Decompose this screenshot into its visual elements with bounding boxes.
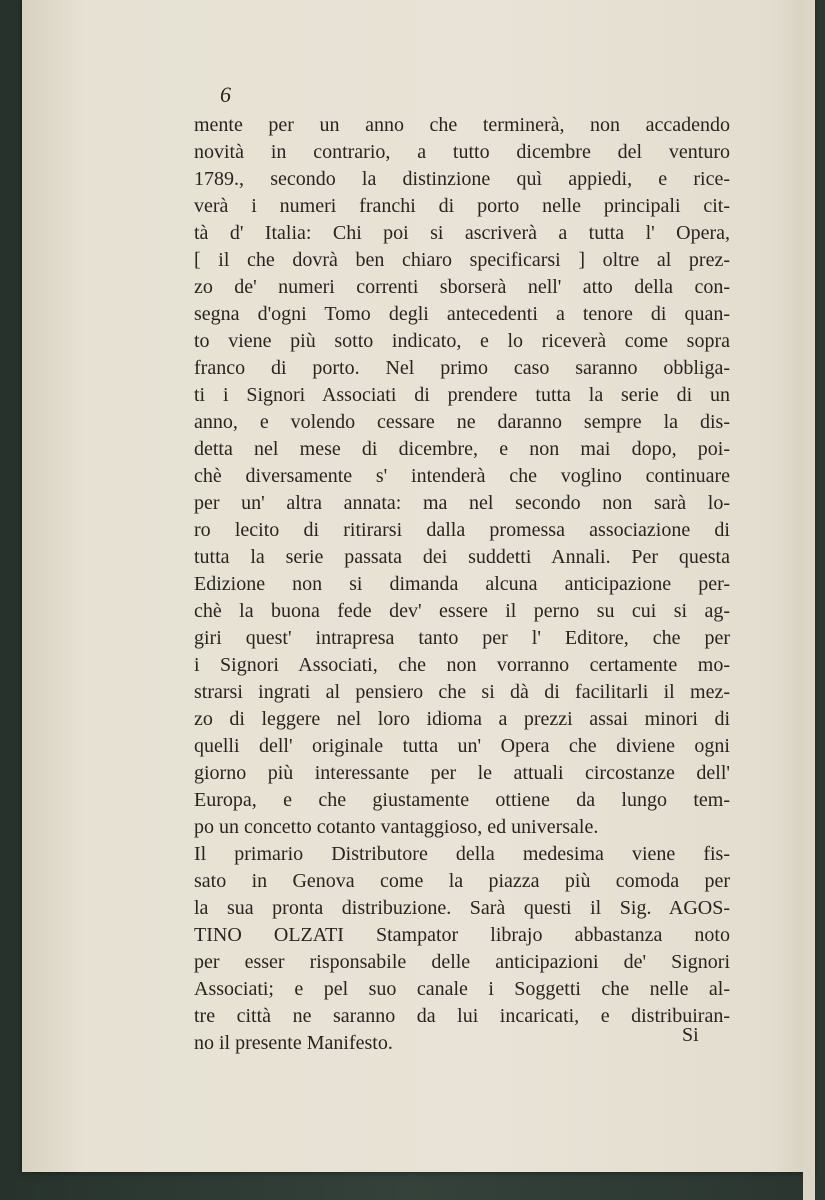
text-line: verà i numeri franchi di porto nelle principali cit- <box>194 195 730 217</box>
text-line: chè diversamente s' intenderà che voglino continuare <box>194 465 730 487</box>
text-line: [ il che dovrà ben chiaro specificarsi ] oltre al prez- <box>194 249 730 271</box>
text-line: strarsi ingrati al pensiero che si dà di facilitarli il mez- <box>194 681 730 703</box>
page-number: 6 <box>220 82 231 107</box>
page-edge-shadow <box>817 0 825 1200</box>
text-line: giri quest' intrapresa tanto per l' Editore, che per <box>194 627 730 649</box>
text-line: sato in Genova come la piazza più comoda per <box>194 870 730 892</box>
text-line: la sua pronta distribuzione. Sarà questi il Sig. AGOS- <box>194 897 730 919</box>
text-line: mente per un anno che terminerà, non accadendo <box>194 114 730 136</box>
catchword: Si <box>682 1024 699 1046</box>
text-line: novità in contrario, a tutto dicembre del venturo <box>194 141 730 163</box>
text-line: giorno più interessante per le attuali circostanze dell' <box>194 762 730 784</box>
text-line: ro lecito di ritirarsi dalla promessa associazione di <box>194 519 730 541</box>
text-line: to viene più sotto indicato, e lo riceverà come sopra <box>194 330 730 352</box>
text-line: i Signori Associati, che non vorranno certamente mo- <box>194 654 730 676</box>
text-line: anno, e volendo cessare ne daranno sempre la dis- <box>194 411 730 433</box>
text-line: zo di leggere nel loro idioma a prezzi assai minori di <box>194 708 730 730</box>
text-line: Europa, e che giustamente ottiene da lungo tem- <box>194 789 730 811</box>
text-line: franco di porto. Nel primo caso saranno obbliga- <box>194 357 730 379</box>
text-line: Edizione non si dimanda alcuna anticipazione per- <box>194 573 730 595</box>
text-line: po un concetto cotanto vantaggioso, ed universale. <box>194 816 599 838</box>
text-line: zo de' numeri correnti sborserà nell' atto della con- <box>194 276 730 298</box>
text-line: no il presente Manifesto. <box>194 1032 393 1054</box>
text-line: 1789., secondo la distinzione quì appiedi, e rice- <box>194 168 730 190</box>
text-line: chè la buona fede dev' essere il perno su cui si ag- <box>194 600 730 622</box>
text-line: per esser risponsabile delle anticipazioni de' Signori <box>194 951 730 973</box>
body-text <box>194 112 730 1057</box>
paragraph-start-line: Il primario Distributore della medesima viene fis- <box>194 843 730 865</box>
text-line: tà d' Italia: Chi poi si ascriverà a tutta l' Opera, <box>194 222 730 244</box>
text-line: Associati; e pel suo canale i Soggetti che nelle al- <box>194 978 730 1000</box>
text-line: tutta la serie passata dei suddetti Annali. Per questa <box>194 546 730 568</box>
text-line: segna d'ogni Tomo degli antecedenti a tenore di quan- <box>194 303 730 325</box>
text-line: detta nel mese di dicembre, e non mai dopo, poi- <box>194 438 730 460</box>
page-edge <box>803 0 815 1200</box>
text-line: tre città ne saranno da lui incaricati, e distribuiran- <box>194 1005 730 1027</box>
text-line: quelli dell' originale tutta un' Opera che diviene ogni <box>194 735 730 757</box>
paper-page <box>22 0 812 1172</box>
text-line: per un' altra annata: ma nel secondo non sarà lo- <box>194 492 730 514</box>
text-line: TINO OLZATI Stampator librajo abbastanza noto <box>194 924 730 946</box>
text-line: ti i Signori Associati di prendere tutta la serie di un <box>194 384 730 406</box>
